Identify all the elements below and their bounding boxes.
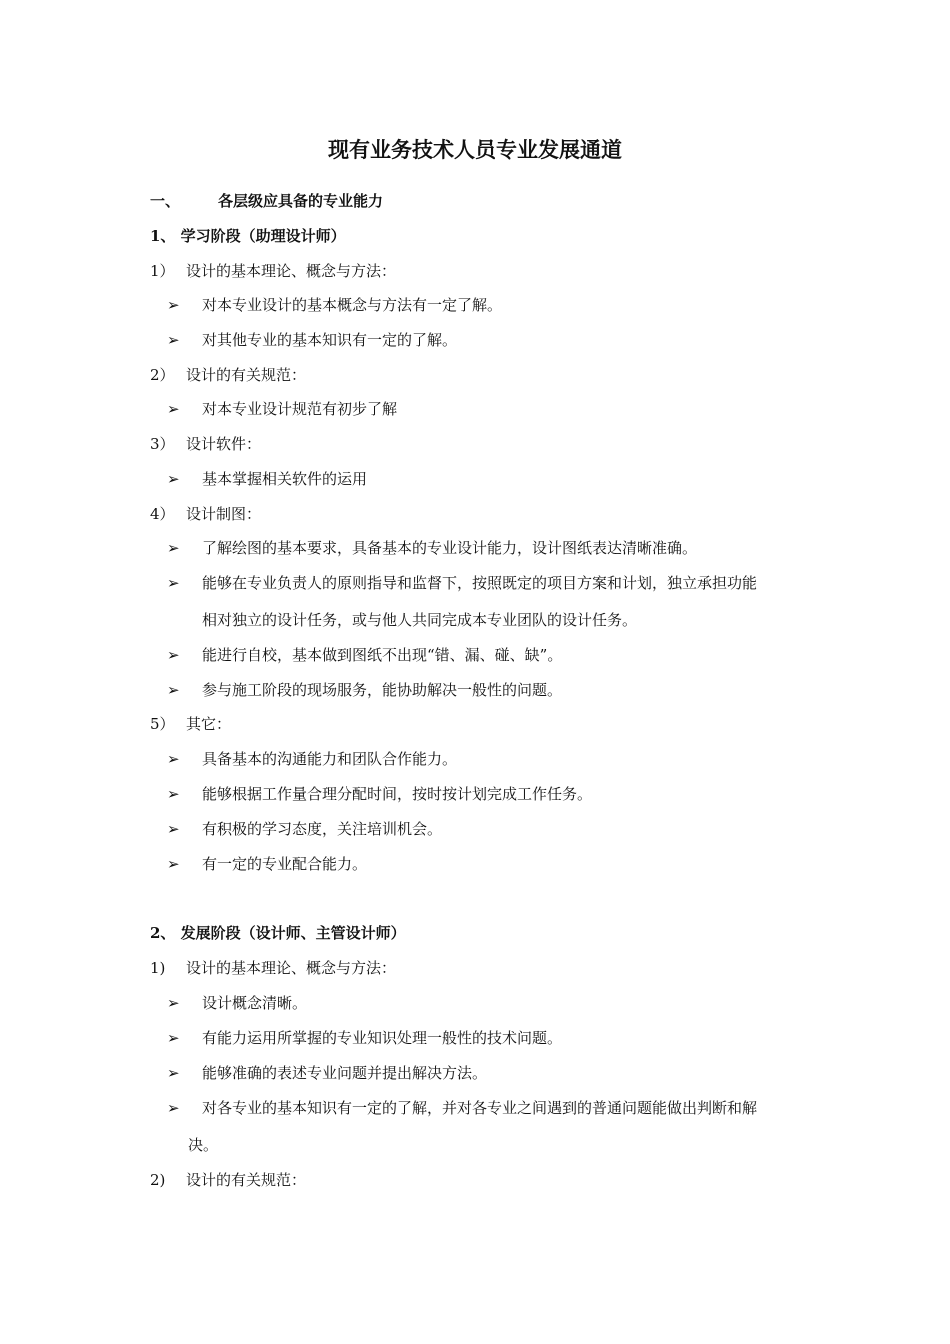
arrow-bullet-icon: ➢: [167, 646, 180, 664]
page-title: 现有业务技术人员专业发展通道: [328, 137, 622, 162]
stage1-group4-label: 设计制图：: [186, 505, 262, 523]
list-item: 对其他专业的基本知识有一定的了解。: [202, 331, 458, 349]
arrow-bullet-icon: ➢: [167, 400, 180, 418]
stage1-group3-num: 3）: [150, 435, 175, 453]
stage2-group2-num: 2): [150, 1171, 166, 1189]
list-item: 参与施工阶段的现场服务，能协助解决一般性的问题。: [202, 681, 563, 699]
stage1-group4-num: 4）: [150, 505, 175, 523]
stage1-group1-label: 设计的基本理论、概念与方法：: [186, 262, 397, 280]
stage1-group2-label: 设计的有关规范：: [186, 366, 307, 384]
list-item: 了解绘图的基本要求，具备基本的专业设计能力，设计图纸表达清晰准确。: [202, 539, 698, 557]
stage2-group2-label: 设计的有关规范：: [186, 1171, 307, 1189]
list-item: 对本专业设计规范有初步了解: [202, 400, 398, 418]
arrow-bullet-icon: ➢: [167, 539, 180, 557]
arrow-bullet-icon: ➢: [167, 820, 180, 838]
arrow-bullet-icon: ➢: [167, 331, 180, 349]
list-item: 能够根据工作量合理分配时间，按时按计划完成工作任务。: [202, 785, 593, 803]
stage1-group1-num: 1）: [150, 262, 175, 280]
list-item: 能够准确的表述专业问题并提出解决方法。: [202, 1064, 488, 1082]
arrow-bullet-icon: ➢: [167, 1064, 180, 1082]
stage1-group5-label: 其它：: [186, 715, 232, 733]
list-item: 具备基本的沟通能力和团队合作能力。: [202, 750, 458, 768]
list-item: 有一定的专业配合能力。: [202, 855, 368, 873]
arrow-bullet-icon: ➢: [167, 1099, 180, 1117]
stage2-group1-num: 1): [150, 959, 166, 977]
list-item: 对各专业的基本知识有一定的了解，并对各专业之间遇到的普通问题能做出判断和解: [202, 1099, 758, 1117]
stage2-group1-label: 设计的基本理论、概念与方法：: [186, 959, 397, 977]
arrow-bullet-icon: ➢: [167, 994, 180, 1012]
section-number: 一、: [150, 192, 181, 210]
stage1-heading: 1、 学习阶段（助理设计师）: [150, 227, 346, 245]
stage1-group2-num: 2）: [150, 366, 175, 384]
arrow-bullet-icon: ➢: [167, 681, 180, 699]
list-item: 有能力运用所掌握的专业知识处理一般性的技术问题。: [202, 1029, 563, 1047]
list-item: 有积极的学习态度，关注培训机会。: [202, 820, 443, 838]
arrow-bullet-icon: ➢: [167, 470, 180, 488]
list-item: 设计概念清晰。: [202, 994, 308, 1012]
list-item: 能进行自校，基本做到图纸不出现“错、漏、碰、缺”。: [202, 646, 563, 664]
arrow-bullet-icon: ➢: [167, 574, 180, 592]
arrow-bullet-icon: ➢: [167, 855, 180, 873]
list-item-continuation: 相对独立的设计任务，或与他人共同完成本专业团队的设计任务。: [202, 611, 638, 629]
arrow-bullet-icon: ➢: [167, 1029, 180, 1047]
section-heading: 各层级应具备的专业能力: [218, 192, 384, 210]
stage1-group5-num: 5）: [150, 715, 175, 733]
list-item: 对本专业设计的基本概念与方法有一定了解。: [202, 296, 503, 314]
stage1-group3-label: 设计软件：: [186, 435, 262, 453]
arrow-bullet-icon: ➢: [167, 785, 180, 803]
list-item-continuation: 决。: [188, 1136, 219, 1154]
list-item: 基本掌握相关软件的运用: [202, 470, 368, 488]
arrow-bullet-icon: ➢: [167, 296, 180, 314]
arrow-bullet-icon: ➢: [167, 750, 180, 768]
stage2-heading: 2、 发展阶段（设计师、主管设计师）: [150, 924, 406, 942]
list-item: 能够在专业负责人的原则指导和监督下，按照既定的项目方案和计划，独立承担功能: [202, 574, 758, 592]
